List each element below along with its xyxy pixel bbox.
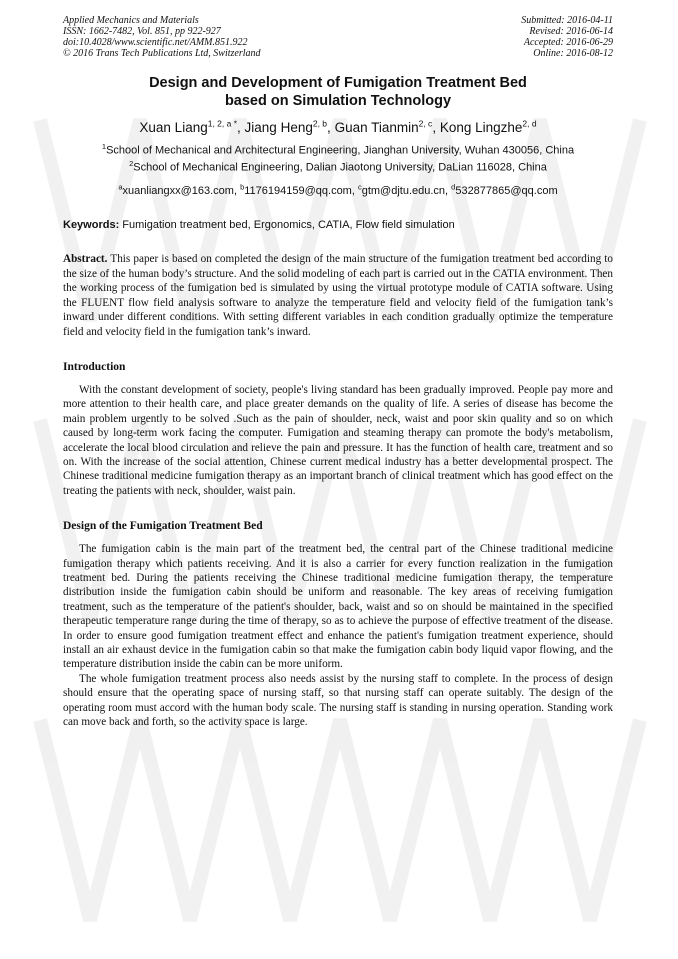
keywords-label: Keywords:	[63, 219, 120, 232]
author: Guan Tianmin$^{2, c}$,	[334, 118, 440, 135]
paragraph: The fumigation cabin is the main part of the treatment bed, the central part of the Chinese traditional medicine fumigation therapy which patients receiving. And it is also a carrier for every function realization in the fumigation treatment bed. During the patients receiving the Chinese traditional medicine fumigation therapy, the temperature distribution inside the fumigation cabin should be uniform and reasonable. The key areas of receiving fumigation treatment, such as the temperature of the patient's shoulder, back, waist and so on should be maintained in the specified therapeutic temperature range during the time of therapy, so as to achieve the purpose of effective treatment of the disease. In order to ensure good fumigation treatment effect and enhance the patient's fumigation treatment experience, should install an air exhaust device in the fumigation cabin so that make the fumigation cabin body liquid vapor flowing, and the temperature distribution inside the cabin can be more uniform.	[63, 543, 613, 671]
copyright-line: © 2016 Trans Tech Publications Ltd, Switzerland	[63, 48, 261, 59]
email-list	[63, 181, 613, 199]
accepted-date: Accepted: 2016-06-29	[523, 37, 613, 48]
abstract-label: Abstract.	[63, 253, 108, 266]
submitted-date: Submitted: 2016-04-11	[521, 15, 613, 26]
author-name: Jiang Heng	[244, 119, 313, 135]
email[interactable]: $^d$532877865@qq.com	[451, 182, 558, 198]
paper-title	[63, 74, 613, 110]
author-sup: 2, b	[312, 118, 328, 128]
section-heading-design: Design of the Fumigation Treatment Bed	[63, 520, 263, 533]
author-name: Guan Tianmin	[334, 119, 419, 135]
keywords-text: Fumigation treatment bed, Ergonomics, CATIA, Flow field simulation	[119, 219, 455, 232]
author-sup: 1, 2, a *	[207, 118, 238, 128]
author-name: Xuan Liang	[139, 119, 208, 135]
email[interactable]: $^b$1176194159@qq.com,	[240, 182, 358, 198]
title-line-2: based on Simulation Technology	[224, 93, 452, 109]
affiliations	[63, 140, 613, 175]
email[interactable]: $^c$gtm@djtu.edu.cn,	[357, 182, 452, 198]
author-list	[63, 114, 613, 137]
affiliation-1: $^1$School of Mechanical and Architectural Engineering, Jianghan University, Wuhan 430056, China	[101, 141, 575, 157]
author	[440, 120, 537, 135]
author: Xuan Liang$^{1, 2, a *}$,	[139, 118, 245, 135]
affiliation-2: $^2$School of Mechanical Engineering, Dalian Jiaotong University, DaLian 116028, China	[129, 159, 547, 174]
author-sup: 2, d	[522, 118, 537, 128]
author-sup: 2, c	[418, 118, 433, 128]
abstract	[63, 252, 613, 338]
journal-name: Applied Mechanics and Materials	[63, 15, 199, 26]
revised-date: Revised: 2016-06-14	[529, 26, 613, 37]
abstract-text: This paper is based on completed the design of the main structure of the fumigation treatment bed according to the size of the human body’s structure. And the solid modeling of each part is carried out in the CATIA environment. Then the working process of the fumigation bed is simulated by using the virtual prototype module of CATIA software. Using the FLUENT flow field analysis software to analyze the temperature field and velocity field of the fumigation tank’s inward under different conditions. With setting different variables in each condition gradually optimize the temperature field and velocity field in the fumigation tank’s inward.	[63, 253, 613, 338]
online-date: Online: 2016-08-12	[533, 48, 613, 59]
section-heading-introduction: Introduction	[63, 360, 126, 373]
issn-line: ISSN: 1662-7482, Vol. 851, pp 922-927	[63, 26, 221, 37]
title-line-1: Design and Development of Fumigation Treatment Bed	[149, 75, 527, 91]
doi-line[interactable]: doi:10.4028/www.scientific.net/AMM.851.922	[63, 37, 248, 48]
paper-page	[63, 15, 613, 729]
email[interactable]: $^a$xuanliangxx@163.com,	[118, 182, 241, 198]
paragraph: The whole fumigation treatment process also needs assist by the nursing staff to complete. In the process of design should ensure that the operating space of nursing staff, so that nursing staff can operate suitably. The design of the operating room must accord with the human body scale. The nursing staff is standing in nursing operation. Standing work can move back and forth, so the activity space is large.	[63, 672, 613, 729]
author-name: Kong Lingzhe	[439, 119, 523, 135]
author: Jiang Heng$^{2, b}$,	[244, 118, 335, 135]
paragraph: With the constant development of society, people's living standard has been gradually improved. People pay more and more attention to their health care, and place greater demands on the quality of life. A series of disease has become the main problem urgently to be solved .Such as the pain of shoulder, neck, waist and poor skin quality and so on which caused by long-term work facing the computer. Fumigation and steaming therapy can promote the body's metabolism, accelerate the local blood circulation and relieve the pain and pressure. It has the function of health care, treatment and so on. With the increase of the social attention, Chinese current medical industry has a better developmental prospect. The Chinese traditional medicine fumigation therapy as an important branch of clinical treatment which has good effect on the treating the patients with neck, shoulder, waist pain.	[63, 383, 613, 497]
journal-header	[63, 15, 613, 59]
keywords	[63, 218, 613, 232]
